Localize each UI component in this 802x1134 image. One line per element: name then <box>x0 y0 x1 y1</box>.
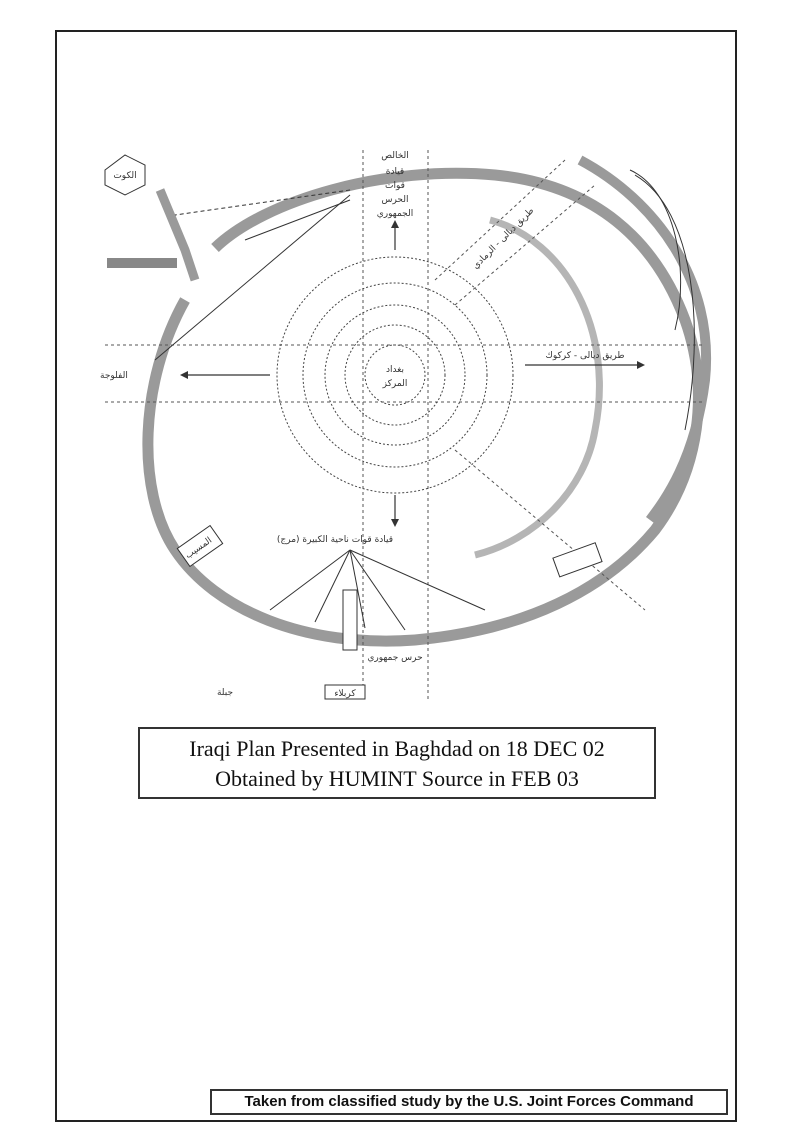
label-southwest: المسيب <box>183 535 215 562</box>
arrow-north-head <box>391 220 399 228</box>
label-west: الفلوجة <box>100 371 128 381</box>
source-footer <box>210 1089 728 1115</box>
label-bottom-left: جبلة <box>216 688 234 698</box>
label-right-road: طريق ديالى - كركوك <box>545 351 625 361</box>
label-center-line2: المركز <box>382 379 408 389</box>
outer-defense-ring <box>148 173 699 641</box>
source-footer-text: Taken from classified study by the U.S. Joint Forces Command <box>244 1093 694 1110</box>
label-bottom-center: كربلاء <box>334 689 356 699</box>
label-top-block-3: الحرس <box>381 195 409 205</box>
arrow-west-head <box>180 371 188 379</box>
label-bottom: قيادة قوات ناحية الكبيرة (مرج) <box>276 535 394 545</box>
diagram-caption <box>138 727 656 799</box>
caption-line-2: Obtained by HUMINT Source in FEB 03 <box>215 766 579 791</box>
label-top-block-4: الجمهوري <box>376 209 414 219</box>
label-bottom-ring: حرس جمهوري <box>367 653 423 663</box>
arrow-east-head <box>637 361 645 369</box>
west-road-bar <box>107 258 177 268</box>
inner-sector-band <box>475 220 599 555</box>
center-ring-1 <box>365 345 425 405</box>
center-ring-2 <box>345 325 445 425</box>
se-road <box>455 450 645 610</box>
label-top-block-2: قوات <box>385 181 405 191</box>
label-top-left-box: الكوت <box>113 171 137 181</box>
label-top-block-0: الخالص <box>381 151 409 161</box>
label-ne-road: طريق ديالى - الرمادي <box>470 205 537 272</box>
bottom-center-box <box>343 590 357 650</box>
command-link-4 <box>270 550 350 610</box>
center-ring-4 <box>303 283 487 467</box>
label-center-line1: بغداد <box>385 365 405 375</box>
southeast-box <box>553 543 602 577</box>
center-ring-5 <box>277 257 513 493</box>
arrow-south-head <box>391 519 399 527</box>
center-ring-3 <box>325 305 465 445</box>
caption-line-1: Iraqi Plan Presented in Baghdad on 18 DEC 02 <box>189 736 605 761</box>
baghdad-defense-diagram <box>95 130 715 710</box>
label-top-block-1: قيادة <box>385 167 405 177</box>
